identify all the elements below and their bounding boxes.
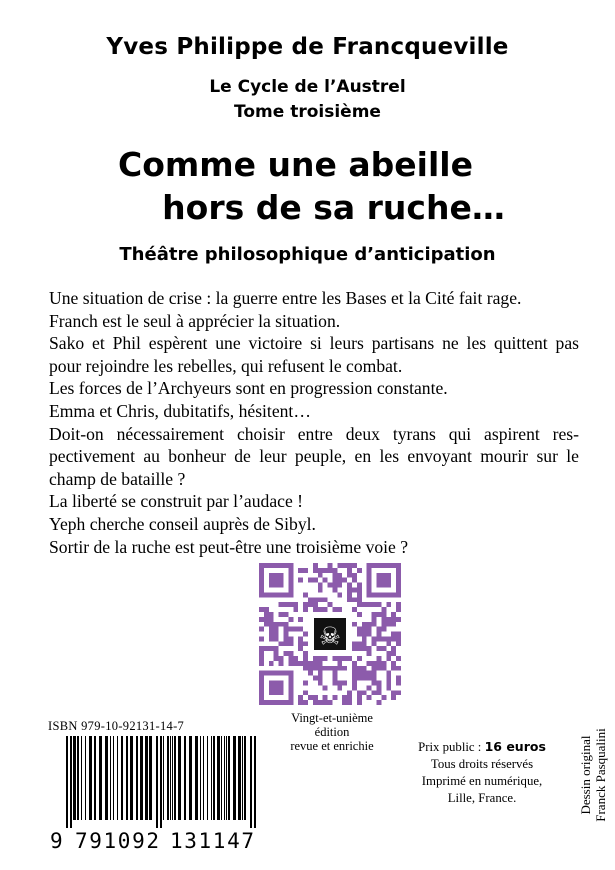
place-line: Lille, France. [447,791,517,805]
barcode-digits-left: 791092 [75,829,159,852]
blurb-line: La liberté se construit par l’audace ! [49,491,304,512]
price-label: Prix public : [418,740,485,754]
barcode-digits [44,826,264,852]
barcode-digit-lead: 9 [50,829,63,852]
edition-line: revue et enrichie [290,739,374,753]
barcode-digits-right: 131147 [170,829,254,852]
book-title-line-1: Comme une abeille [118,145,473,184]
credit-line-2: Franck Pasqualini [593,728,608,822]
svg-text:☠: ☠ [319,621,341,651]
credit-line-1: Dessin original [578,735,593,815]
rights-line: Tous droits réservés [430,757,534,771]
author-name: Yves Philippe de Francqueville [106,34,509,60]
blurb-line: Emma et Chris, dubitatifs, hésitent… [49,400,311,421]
blurb-text [49,287,579,558]
blurb-line: Sortir de la ruche est peut-être une troisième voie ? [49,536,409,557]
blurb-line: Sako et Phil espèrent une victoire si leurs partisans ne les quittent pas [49,333,579,354]
blurb-line: Franch est le seul à apprécier la situation. [49,310,341,331]
qr-code [259,563,401,705]
series-title: Le Cycle de l’Austrel [209,77,406,97]
book-subtitle: Théâtre philosophique d’anticipation [119,244,496,265]
volume-label: Tome troisième [234,102,381,122]
illustration-credit [578,690,608,860]
blurb-line: pectivement au bonheur de leur peuple, en les envoyant mourir sur le [49,446,579,467]
edition-line: Vingt-et-unième [291,711,373,725]
blurb-line: champ de bataille ? [49,468,186,489]
blurb-line: Yeph cherche conseil auprès de Sibyl. [49,513,316,534]
blurb-line: Doit-on nécessairement choisir entre deux tyrans qui aspirent res- [49,423,579,444]
blurb-line: Une situation de crise : la guerre entre les Bases et la Cité fait rage. [49,288,522,308]
book-title-line-2: hors de sa ruche… [162,188,505,227]
edition-line: édition [314,725,350,739]
price-line [412,738,552,756]
printed-line: Imprimé en numérique, [421,774,543,788]
isbn-label: ISBN 979-10-92131-14-7 [48,719,185,733]
blurb-line: Les forces de l’Archyeurs sont en progression constante. [49,378,448,399]
barcode [44,736,264,828]
blurb-line: pour rejoindre les rebelles, qui refusent le combat. [49,355,403,376]
price-amount: 16 euros [484,739,546,754]
